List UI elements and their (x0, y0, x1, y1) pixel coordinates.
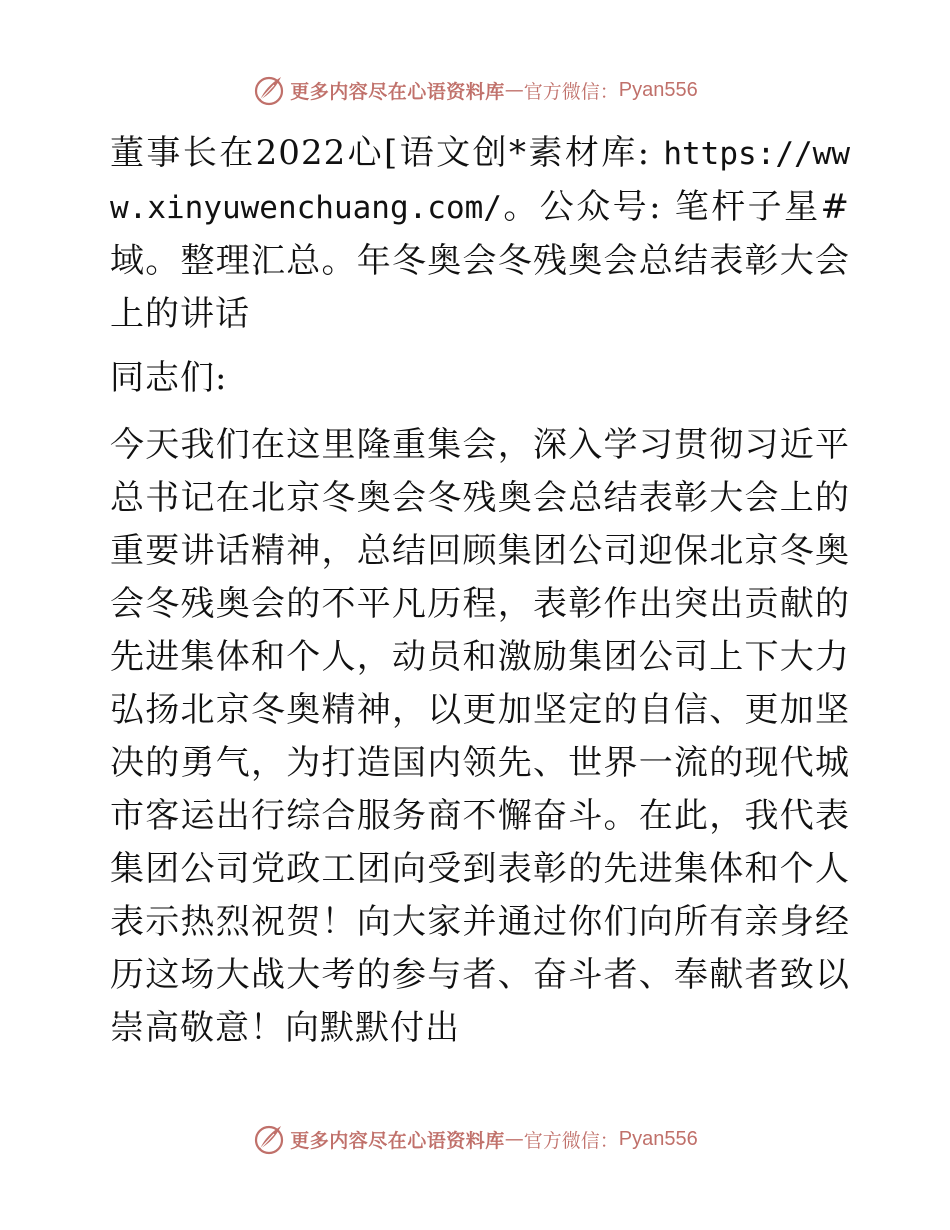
header-banner-separator: — (504, 79, 524, 101)
body-paragraph: 今天我们在这里隆重集会，深入学习贯彻习近平总书记在北京冬奥会冬残奥会总结表彰大会上的重要讲话精神，总结回顾集团公司迎保北京冬奥会冬残奥会的不平凡历程，表彰作出突出贡献的先进集体和个人，动员和激励集团公司上下大力弘扬北京冬奥精神，以更加坚定的自信、更加坚决的勇气，为打造国内领先、世界一流的现代城市客运出行综合服务商不懈奋斗。在此，我代表集团公司党政工团向受到表彰的先进集体和个人表示热烈祝贺！向大家并通过你们向所有亲身经历这场大战大考的参与者、奋斗者、奉献者致以崇高敬意！向默默付出 (110, 425, 850, 1048)
document-title (98, 127, 850, 341)
header-banner-wechat-id: Pyan556 (618, 78, 698, 101)
footer-banner-text: 更多内容尽在心语资料库 (290, 1129, 505, 1152)
feather-pen-logo-icon (252, 73, 286, 107)
footer-banner-wechat-id: Pyan556 (618, 1127, 698, 1150)
footer-banner (0, 1119, 950, 1159)
greeting: 同志们: (110, 358, 228, 398)
footer-banner-label: 官方微信： (523, 1129, 619, 1152)
document-body (98, 127, 850, 1055)
title-url-link[interactable]: https://www.xinyuwenchuang.com/ (110, 136, 850, 226)
title-prefix: 董事长在2022心[语文创*素材库: (110, 133, 664, 173)
header-banner (0, 70, 950, 110)
title-suffix: 。公众号: 笔杆子星#域。整理汇总。年冬奥会冬残奥会总结表彰大会上的讲话 (110, 187, 850, 334)
header-banner-label: 官方微信： (523, 80, 619, 103)
footer-banner-separator: — (504, 1128, 524, 1150)
header-banner-text: 更多内容尽在心语资料库 (290, 80, 505, 103)
feather-pen-logo-icon (252, 1122, 286, 1156)
